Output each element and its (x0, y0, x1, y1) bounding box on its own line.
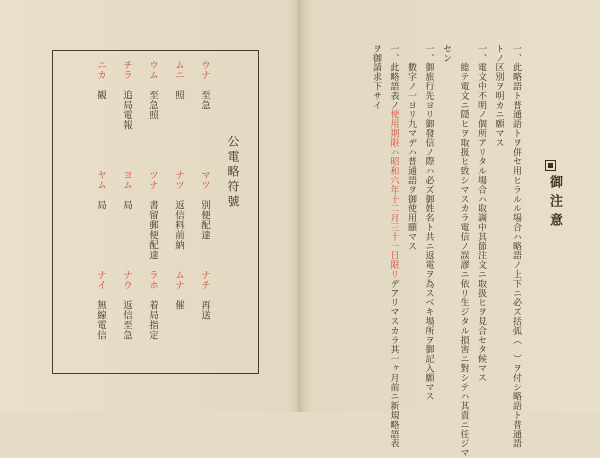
code-meaning: 返信料前納 (173, 200, 184, 250)
code-entry (120, 60, 133, 130)
code-meaning: 書留郵便配達 (147, 200, 158, 260)
code-symbol: ニカ (95, 60, 106, 80)
code-symbol: ナチ (199, 270, 210, 290)
code-meaning: 別便配達 (199, 200, 210, 240)
code-symbol: ウナ (199, 60, 210, 80)
code-entry (198, 170, 211, 240)
code-symbol: ムニ (173, 60, 184, 80)
code-symbol: ツナ (147, 170, 158, 190)
code-meaning: 無線電信 (95, 300, 106, 340)
notice-line: 総テ電文ニ隠ヒヲ取扱ヒ致シマスカラ電信ノ誤謬ニ依リ生ジタル損害ニ對シテハ其責ニ任ジマ (458, 44, 469, 458)
code-entry (146, 170, 159, 260)
code-symbol: マツ (199, 170, 210, 190)
code-entry (94, 270, 107, 340)
code-meaning: 催 (173, 300, 184, 310)
code-entry (94, 60, 107, 100)
code-entry (198, 270, 211, 320)
code-meaning: 返信至急 (121, 300, 132, 340)
notice-line: トノ区別ヲ明カニ願マス (493, 44, 504, 148)
notice-highlight: 使用期限ハ昭和六年十二月三十一日限リ (388, 109, 399, 280)
code-entry (120, 270, 133, 340)
notice-line: 一、此略語表ノ使用期限ハ昭和六年十二月三十一日限リデアリマスカラ其一ヶ月前ニ新規略語表 (388, 44, 399, 449)
code-meaning: 観 (95, 90, 106, 100)
code-symbol: ナイ (95, 270, 106, 290)
code-entry (172, 60, 185, 100)
code-symbol: ヨム (121, 170, 132, 190)
page-fold (298, 0, 301, 412)
code-meaning: 至急 (199, 90, 210, 110)
notice-line: 一、御旅行先ヨリ御發信ノ際ハ必ズ御姓名ト共ニ返電ヲ為スベキ場所ヲ御記入願マス (423, 44, 434, 402)
code-symbol: ナツ (173, 170, 184, 190)
code-meaning: 照 (173, 90, 184, 100)
code-entry (146, 270, 159, 340)
code-meaning: 着局指定 (147, 300, 158, 340)
code-entry (172, 270, 185, 310)
notice-line: 數字ノ一ヨリ九マデハ普通語ヲ御使用願マス (406, 44, 416, 251)
code-entry (172, 170, 185, 250)
code-meaning: 追局電報 (121, 90, 132, 130)
code-symbol: ヤム (95, 170, 106, 190)
notice-line: 一、電文中不明ノ個所アリタル場合ハ取調中其節注文ニ取扱ヒヲ見合セタ候マス (476, 44, 486, 383)
code-meaning: 再送 (199, 300, 210, 320)
code-symbol: ラホ (147, 270, 158, 290)
code-symbol: ムナ (173, 270, 184, 290)
code-symbol: チラ (121, 60, 132, 80)
notice-line: セン (441, 44, 451, 63)
code-meaning: 局 (121, 200, 132, 210)
code-table-title: 公電略符號 (226, 135, 240, 210)
code-entry (120, 170, 133, 210)
code-entry (198, 60, 211, 110)
code-symbol: ナウ (121, 270, 132, 290)
code-symbol: ウム (147, 60, 158, 80)
code-entry (94, 170, 107, 210)
heading-mark-icon (545, 160, 556, 171)
notice-line: 一、此略語ト普通語トヲ併セ用ヒラルル場合ハ略語ノ上下ニ必ズ括弧（ ）ヲ付シ略語ト普通語 (511, 44, 521, 449)
notice-heading: 御注意 (547, 175, 562, 232)
notice-line: ヲ御請求下サイ (371, 44, 381, 110)
code-meaning: 局 (95, 200, 106, 210)
code-meaning: 至急照 (147, 90, 158, 120)
code-entry (146, 60, 159, 120)
